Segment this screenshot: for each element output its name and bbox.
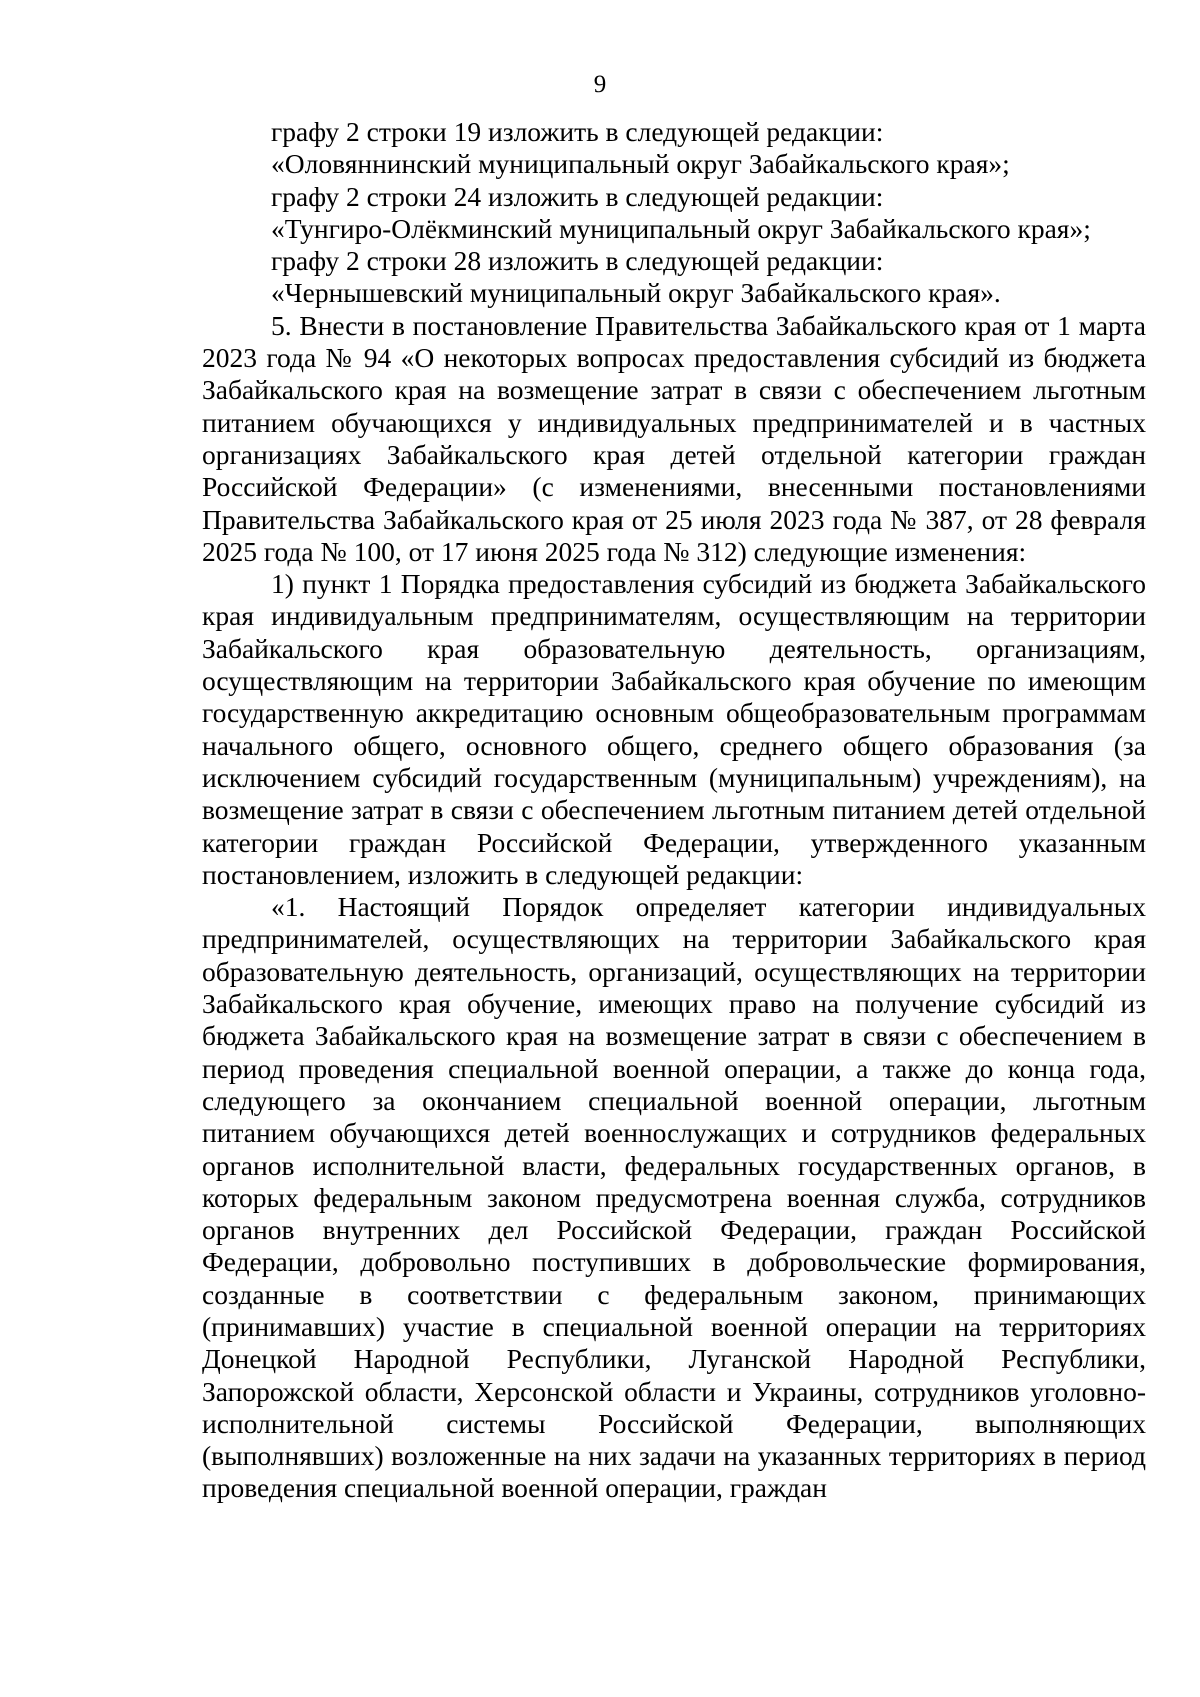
amendment-instruction-row-28: графу 2 строки 28 изложить в следующей редакции: bbox=[271, 245, 884, 277]
amendment-text-row-19: «Оловяннинский муниципальный округ Забайкальского края»; bbox=[271, 148, 1010, 180]
amendment-text-row-28: «Чернышевский муниципальный округ Забайкальского края». bbox=[271, 277, 1001, 309]
item-1-paragraph: 1) пункт 1 Порядка предоставления субсидий из бюджета Забайкальского края индивидуальным предпринимателям, осуществляющим на территории Забайкальского края образовательную деятельность, организациям, осуществляющим на территории Забайкальского края обучение по имеющим государственную аккредитацию основным общеобразовательным программам начального общего, основного общего, среднего общего образования (за исключением субсидий государственным (муниципальным) учреждениям), на возмещение затрат в связи с обеспечением льготным питанием детей отдельной категории граждан Российской Федерации, утвержденного указанным постановлением, изложить в следующей редакции: bbox=[202, 568, 1146, 890]
amendment-instruction-row-19: графу 2 строки 19 изложить в следующей редакции: bbox=[271, 116, 884, 147]
amendment-instruction-row-24: графу 2 строки 24 изложить в следующей редакции: bbox=[271, 180, 884, 212]
document-body bbox=[202, 116, 1146, 1505]
section-5-paragraph: 5. Внести в постановление Правительства Забайкальского края от 1 марта 2023 года № 94 «О некоторых вопросах предоставления субсидий из бюджета Забайкальского края на возмещение затрат в связи с обеспечением льготным питанием обучающихся у индивидуальных предпринимателей и в частных организациях Забайкальского края детей отдельной категории граждан Российской Федерации» (с изменениями, внесенными постановлениями Правительства Забайкальского края от 25 июля 2023 года № 387, от 28 февраля 2025 года № 100, от 17 июня 2025 года № 312) следующие изменения: bbox=[202, 309, 1146, 567]
amendment-text-row-24: «Тунгиро-Олёкминский муниципальный округ Забайкальского края»; bbox=[271, 212, 1091, 244]
quoted-clause-1-paragraph: «1. Настоящий Порядок определяет категории индивидуальных предпринимателей, осуществляющих на территории Забайкальского края образовательную деятельность, организаций, осуществляющих на территории Забайкальского края обучение, имеющих право на получение субсидий из бюджета Забайкальского края на возмещение затрат в связи с обеспечением в период проведения специальной военной операции, а также до конца года, следующего за окончанием специальной военной операции, льготным питанием обучающихся детей военнослужащих и сотрудников федеральных органов исполнительной власти, федеральных государственных органов, в которых федеральным законом предусмотрена военная служба, сотрудников органов внутренних дел Российской Федерации, граждан Российской Федерации, добровольно поступивших в добровольческие формирования, созданные в соответствии с федеральным законом, принимающих (принимавших) участие в специальной военной операции на территориях Донецкой Народной Республики, Луганской Народной Республики, Запорожской области, Херсонской области и Украины, сотрудников уголовно-исполнительной системы Российской Федерации, выполняющих (выполнявших) возложенные на них задачи на указанных территориях в период проведения специальной военной операции, граждан bbox=[202, 891, 1146, 1504]
page-number: 9 bbox=[593, 71, 607, 98]
